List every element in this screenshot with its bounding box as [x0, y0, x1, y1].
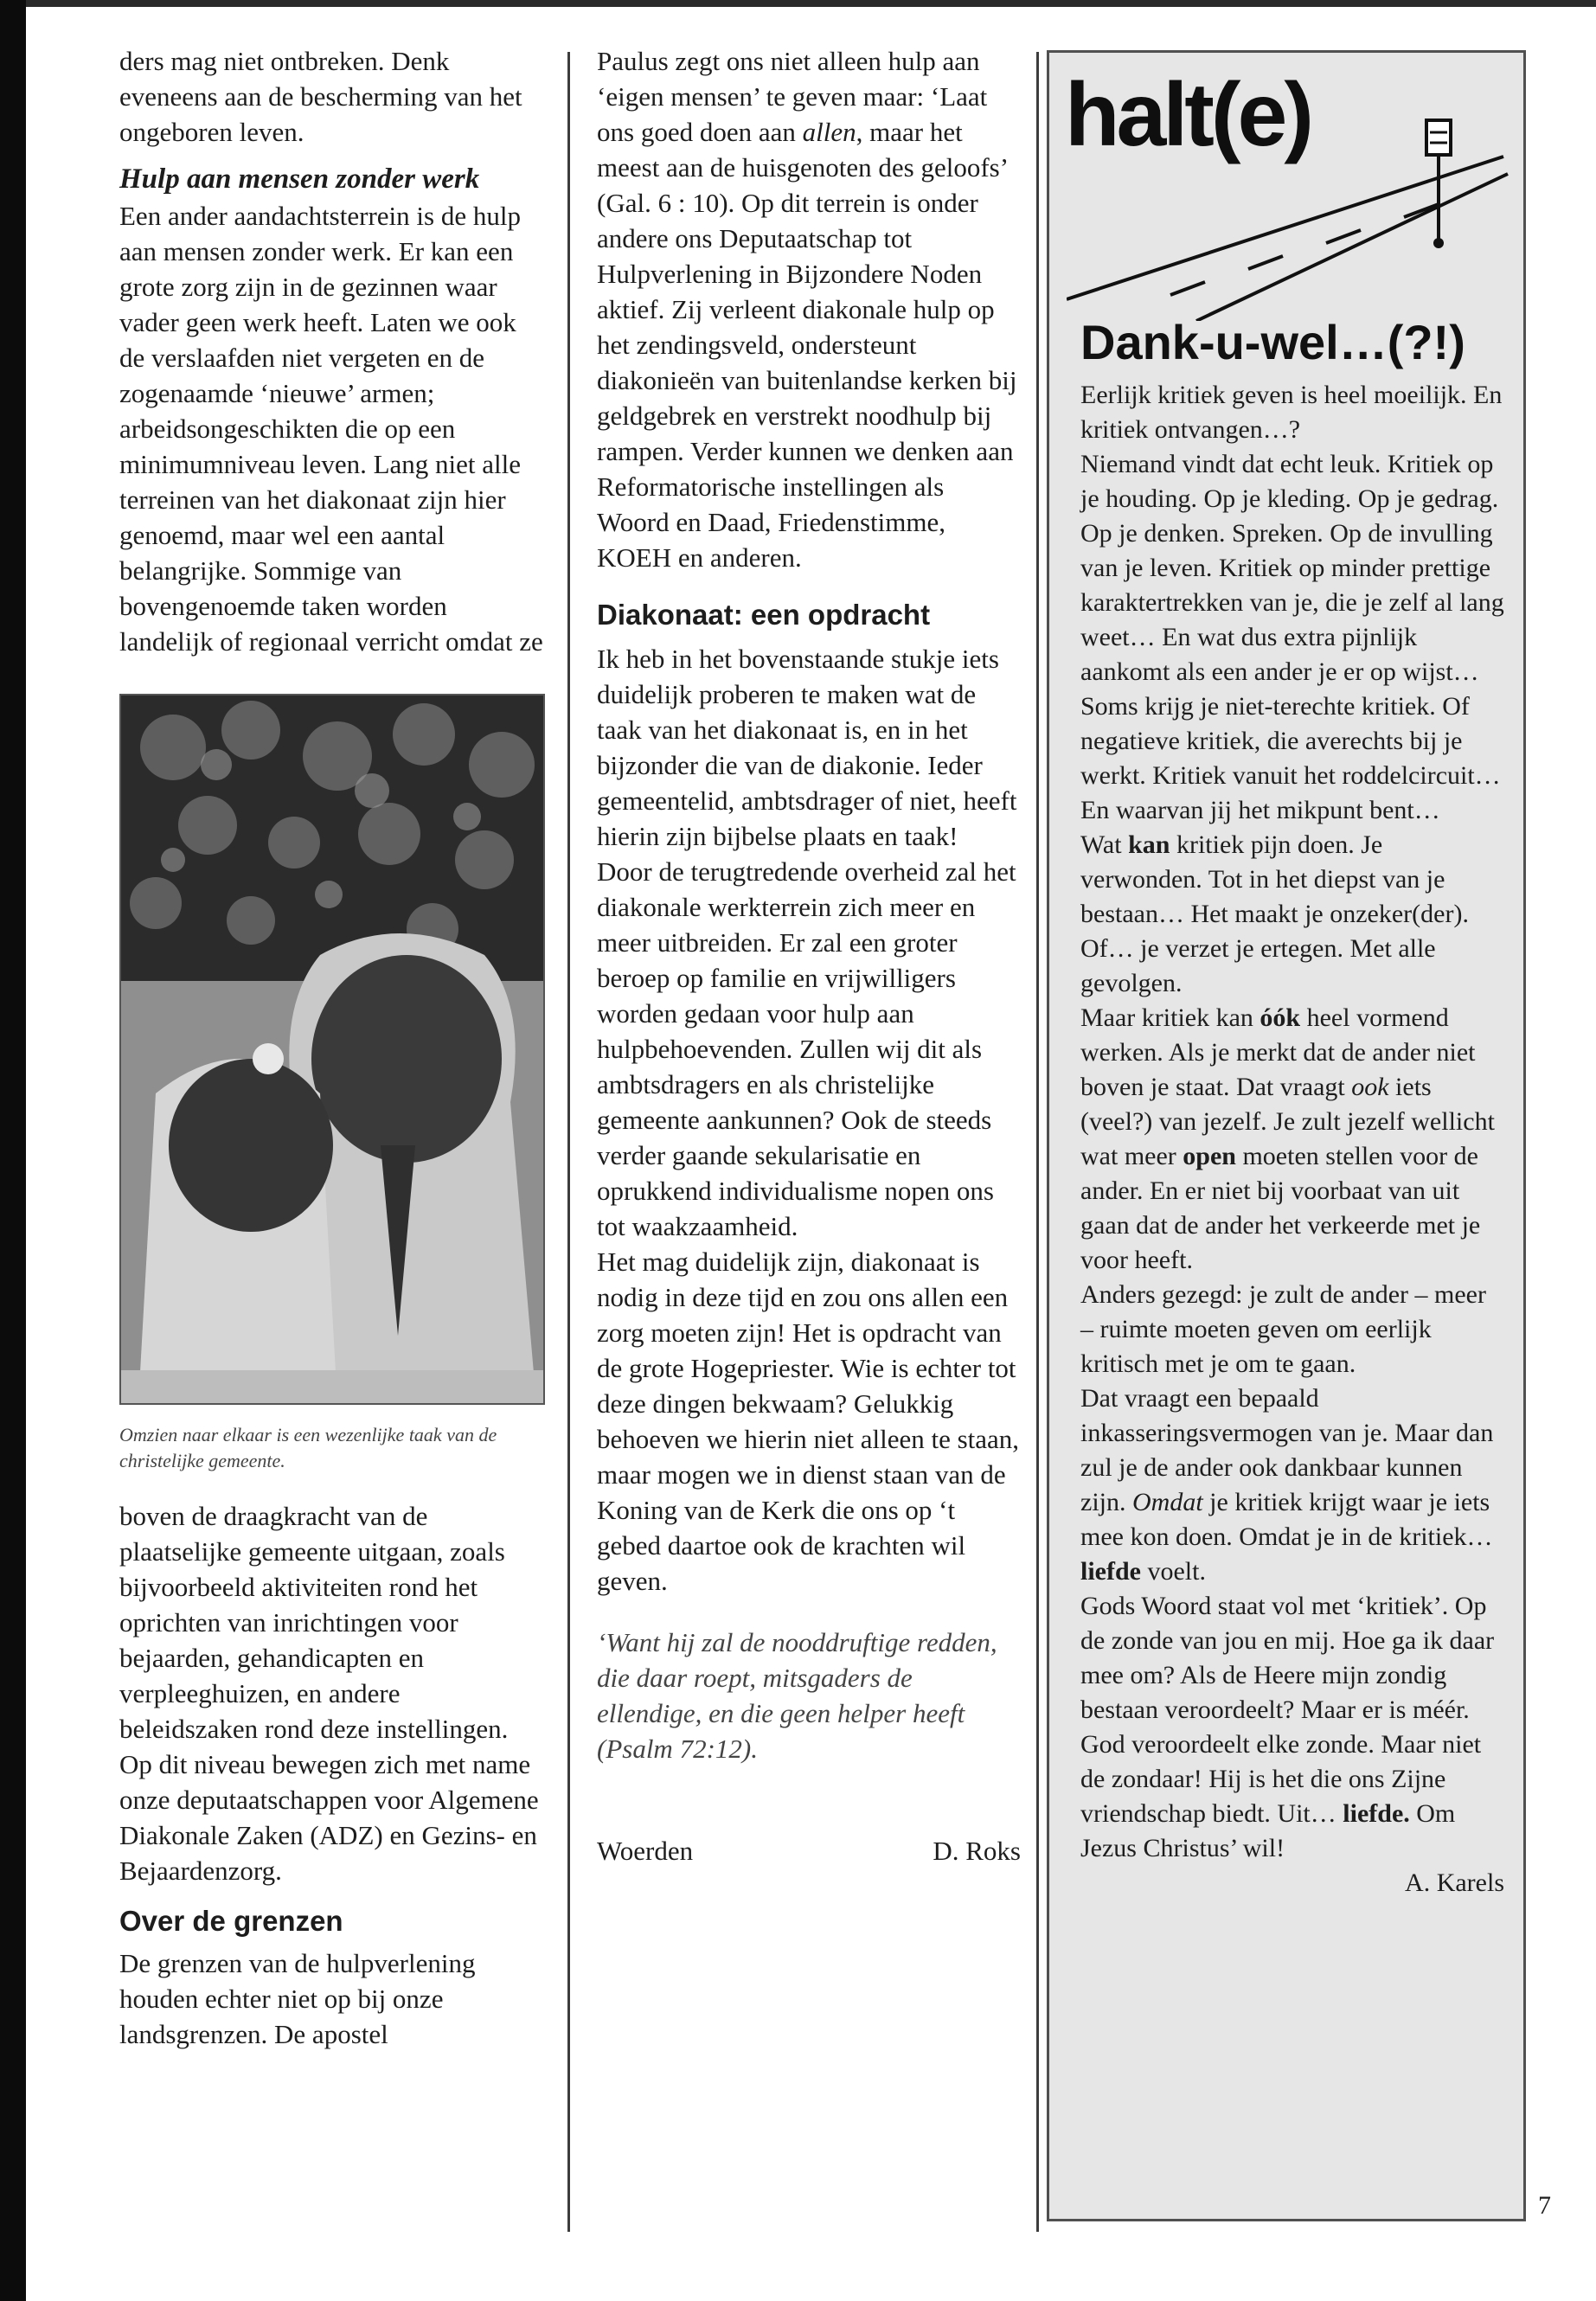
place: Woerden [597, 1836, 694, 1866]
box-content [1080, 312, 1504, 1900]
binding-edge [0, 0, 26, 2301]
paragraph [1080, 1381, 1504, 1589]
box-author: A. Karels [1405, 1868, 1504, 1897]
section-heading: Diakonaat: een opdracht [597, 599, 931, 631]
text-run: kritiek pijn doen. Je verwonden. Tot in het diepst van je bestaan… Het maakt je onzeker(der). Of… je verzet je ertegen. Met alle gevolgen. [1080, 830, 1469, 997]
paragraph: Niemand vindt dat echt leuk. Kritiek op je houding. Op je kleding. Op je gedrag. Op je denken. Spreken. Op de invulling van je leven. Kritiek op minder prettige karaktertrekken van je, die je zelf al lang weet… En wat dus extra pijnlijk aankomt als een ander je er op wijst… [1080, 450, 1504, 686]
paragraph: Het mag duidelijk zijn, diakonaat is nodig in deze tijd en zou ons allen een zorg moeten zijn! Het is opdracht van de grote Hogepriester. Wie is echter tot deze dingen bekwaam? Gelukkig behoeven we hierin niet alleen te staan, maar mogen we in dienst staan van de Koning van de Kerk die ons op ‘t gebed daartoe ook de krachten wil geven. [597, 1247, 1020, 1596]
text-run: Paulus zegt ons niet alleen hulp aan ‘eigen mensen’ te geven maar: ‘Laat ons goed doen aan [597, 46, 988, 147]
photo-illustration [121, 695, 543, 1403]
signature-line [597, 1836, 1021, 1867]
bold-run: open [1183, 1142, 1236, 1170]
scan-top-edge [26, 0, 1596, 7]
column-divider [1036, 52, 1039, 2232]
emphasis: Omdat [1132, 1488, 1203, 1516]
bible-quote: ‘Want hij zal de nooddruftige redden, die daar roept, mitsgaders de ellendige, en die geen helper heeft (Psalm 72:12). [597, 1627, 997, 1764]
text-run: Wat [1080, 830, 1129, 859]
paragraph: Een ander aandachtsterrein is de hulp aan mensen zonder werk. Er kan een grote zorg zijn in de gezinnen waar vader geen werk heeft. Laten we ook de verslaafden niet vergeten en de zogenaamde ‘nieuwe’ armen; arbeidsongeschikten die op een minimumniveau leven. Lang niet alle terreinen van het diakonaat zijn hier genoemd, maar wel een aantal belangrijke. Sommige van bovengenoemde taken worden landelijk of regionaal verricht omdat ze [119, 201, 543, 657]
photo-caption: Omzien naar elkaar is een wezenlijke taak van de christelijke gemeente. [119, 1424, 497, 1471]
paragraph: ders mag niet ontbreken. Denk eveneens aan de bescherming van het ongeboren leven. [119, 46, 522, 147]
page-number: 7 [1538, 2191, 1551, 2220]
photo-children [119, 694, 545, 1405]
paragraph: Anders gezegd: je zult de ander – meer – ruimte moeten geven om eerlijk kritisch met je om te gaan. [1080, 1280, 1486, 1378]
paragraph: Soms krijg je niet-terechte kritiek. Of negatieve kritiek, die averechts bij je werkt. Kritiek vanuit het roddelcircuit… En waarvan jij het mikpunt bent… [1080, 692, 1501, 824]
bold-run: liefde. [1343, 1799, 1410, 1828]
paragraph: Door de terugtredende overheid zal het diakonale werkterrein zich meer en meer uitbreiden. Er zal een groter beroep op familie en vrijwilligers worden gedaan voor hulp aan hulpbehoevenden. Zullen wij dit als ambtsdragers en als christelijke gemeente aankunnen? Ook de steeds verder gaande sekularisatie en oprukkend individualisme nopen ons tot waakzaamheid. [597, 856, 1016, 1241]
paragraph: Eerlijk kritiek geven is heel moeilijk. En kritiek ontvangen…? [1080, 381, 1503, 444]
bold-run: óók [1259, 1003, 1301, 1032]
box-title: Dank-u-wel…(?!) [1080, 315, 1465, 369]
paragraph: Ik heb in het bovenstaande stukje iets duidelijk proberen te maken wat de taak van het diakonaat is, en in het bijzonder die van de diakonie. Ieder gemeentelid, ambtsdrager of niet, heeft hierin zijn bijbelse plaats en taak! [597, 644, 1017, 851]
column-divider [567, 52, 570, 2232]
text-run: je kritiek krijgt waar je iets mee kon doen. Omdat je in de kritiek… [1080, 1488, 1493, 1551]
column-1 [119, 43, 543, 2052]
bold-run: kan [1128, 830, 1170, 859]
paragraph [597, 43, 1021, 575]
text-run: iets (veel?) van jezelf. Je zult jezelf wellicht wat meer [1080, 1073, 1495, 1170]
paragraph [1080, 1001, 1504, 1278]
author: D. Roks [933, 1836, 1021, 1866]
text-run: , maar het meest aan de huisgenoten des geloofs’ (Gal. 6 : 10). Op dit terrein is onder andere ons Deputaatschap tot Hulpverlening in Bijzondere Noden aktief. Zij verleent diakonale hulp op het zendingsveld, ondersteunt diakonieën van buitenlandse kerken bij geldgebrek en verstrekt noodhulp bij rampen. Verder kunnen we denken aan Reformatorische instellingen als Woord en Daad, Friedenstimme, KOEH en anderen. [597, 117, 1017, 573]
paragraph: boven de draagkracht van de plaatselijke gemeente uitgaan, zoals bijvoorbeeld aktiviteiten rond het oprichten van inrichtingen voor bejaarden, gehandicapten en verpleeghuizen, en andere beleidszaken rond deze instellingen. Op dit niveau bewegen zich met name onze deputaatschappen voor Algemene Diakonale Zaken (ADZ) en Gezins- en Bejaardenzorg. [119, 1501, 539, 1886]
column-2 [597, 43, 1021, 1867]
section-heading: Hulp aan mensen zonder werk [119, 163, 480, 195]
paragraph: De grenzen van de hulpverlening houden echter niet op bij onze landsgrenzen. De apostel [119, 1948, 476, 2049]
sidebar-box-halte [1047, 50, 1526, 2221]
emphasis: allen [802, 117, 856, 147]
text-run: Maar kritiek kan [1080, 1003, 1260, 1032]
paragraph [1080, 1589, 1504, 1866]
bold-run: liefde [1080, 1557, 1141, 1586]
halte-logo: halt(e) [1065, 65, 1311, 165]
text-run: Gods Woord staat vol met ‘kritiek’. Op de zonde van jou en mij. Hoe ga ik daar mee om? Als de Heere mijn zondig bestaan veroordeelt? Maar er is méér. God veroordeelt elke zonde. Maar niet de zondaar! Hij is het die ons Zijne vriendschap biedt. Uit… [1080, 1592, 1495, 1828]
emphasis: ook [1351, 1073, 1389, 1101]
text-run: Dat vraagt een bepaald inkasseringsvermogen van je. Maar dan zul je de ander ook dankbaar kunnen zijn. [1080, 1384, 1494, 1516]
text-run: moeten stellen voor de ander. En er niet bij voorbaat van uit gaan dat de ander het verkeerde met je voor heeft. [1080, 1142, 1481, 1274]
road-sign-icon [1067, 105, 1516, 321]
text-run: Om Jezus Christus’ wil! [1080, 1799, 1456, 1862]
text-run: voelt. [1140, 1557, 1206, 1586]
section-heading: Over de grenzen [119, 1905, 343, 1937]
paragraph [1080, 828, 1504, 1001]
text-run: heel vormend werken. Als je merkt dat de ander niet boven je staat. Dat vraagt [1080, 1003, 1476, 1101]
